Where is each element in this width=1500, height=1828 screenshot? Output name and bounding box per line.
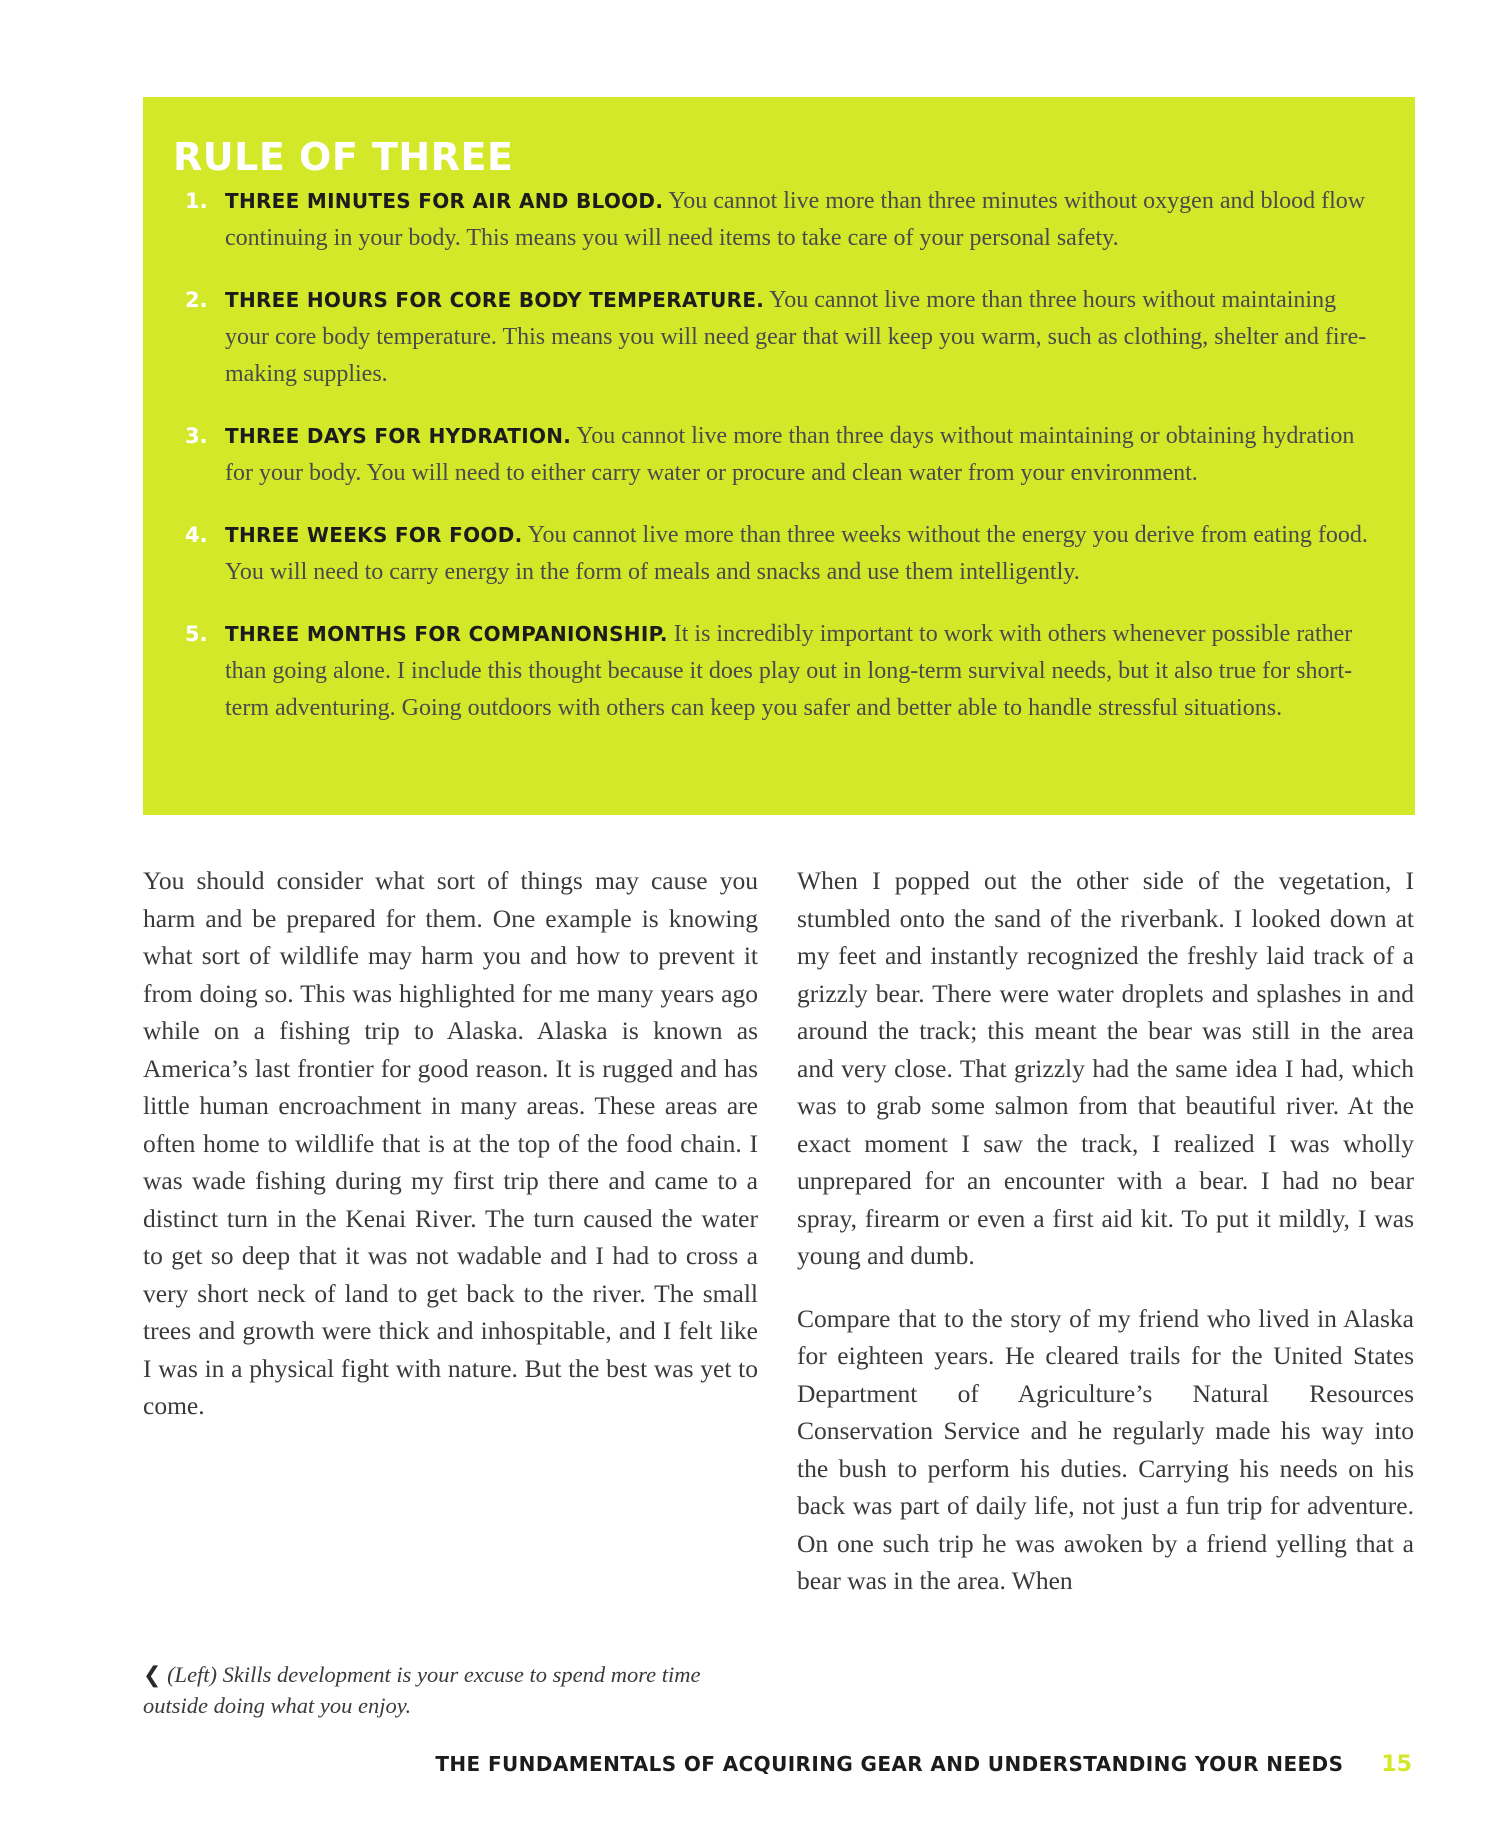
rule-item-number: 1. [185, 188, 208, 213]
body-column-right [797, 862, 1414, 1625]
body-paragraph: You should consider what sort of things may cause you harm and be prepared for them. One example is knowing what sort of wildlife may harm you and how to prevent it from doing so. This was highlighted for me many years ago while on a fishing trip to Alaska. Alaska is known as America’s last frontier for good reason. It is rugged and has little human encroachment in many areas. These areas are often home to wildlife that is at the top of the food chain. I was wade fishing during my first trip there and came to a distinct turn in the Kenai River. The turn caused the water to get so deep that it was not wadable and I had to cross a very short neck of land to get back to the river. The small trees and growth were thick and inhospitable, and I felt like I was in a physical fight with nature. But the best was yet to come. [143, 866, 758, 1420]
rule-item-number: 4. [185, 522, 208, 547]
caption-text: (Left) Skills development is your excuse to spend more time outside doing what you enjoy. [143, 1662, 701, 1718]
body-column-left [143, 862, 758, 1450]
rule-of-three-box [143, 97, 1415, 815]
rule-item-text: You cannot live more than three minutes without oxygen and blood flow continuing in your body. This means you will need items to take care of your personal safety. [225, 187, 1366, 251]
page-number: 15 [1381, 1752, 1412, 1777]
rule-item-text: It is incredibly important to work with others whenever possible rather than going alone. I include this thought because it does play out in long-term survival needs, but it also true for short-term adventuring. Going outdoors with others can keep you safer and better able to handle stressful situations. [225, 620, 1353, 721]
page-footer [435, 1752, 1412, 1777]
rule-item-food [173, 517, 1375, 591]
rule-item-heading: THREE DAYS FOR HYDRATION. [225, 423, 572, 448]
rule-item-number: 3. [185, 423, 208, 448]
rule-item-heading: THREE MONTHS FOR COMPANIONSHIP. [225, 621, 668, 646]
rule-item-text: You cannot live more than three hours without maintaining your core body temperature. This means you will need gear that will keep you warm, such as clothing, shelter and fire-making supplies. [225, 286, 1367, 387]
rule-item-heading: THREE HOURS FOR CORE BODY TEMPERATURE. [225, 287, 765, 312]
body-paragraph: When I popped out the other side of the vegetation, I stumbled onto the sand of the riverbank. I looked down at my feet and instantly recognized the freshly laid track of a grizzly bear. There were water droplets and splashes in and around the track; this meant the bear was still in the area and very close. That grizzly had the same idea I had, which was to grab some salmon from that beautiful river. At the exact moment I saw the track, I realized I was wholly unprepared for an encounter with a bear. I had no bear spray, firearm or even a first aid kit. To put it mildly, I was young and dumb. [797, 866, 1414, 1270]
rule-item-heading: THREE WEEKS FOR FOOD. [225, 522, 523, 547]
rule-item-number: 5. [185, 621, 208, 646]
rule-item-hydration [173, 418, 1375, 492]
rule-item-number: 2. [185, 287, 208, 312]
chapter-title: THE FUNDAMENTALS OF ACQUIRING GEAR AND UNDERSTANDING YOUR NEEDS [435, 1752, 1344, 1776]
rule-item-text: You cannot live more than three days without maintaining or obtaining hydration for your body. You will need to either carry water or procure and clean water from your environment. [225, 422, 1355, 486]
rule-item-companionship [173, 616, 1375, 727]
rule-of-three-title: RULE OF THREE [173, 135, 514, 179]
body-paragraph: Compare that to the story of my friend who lived in Alaska for eighteen years. He cleared trails for the United States Department of Agriculture’s Natural Resources Conservation Service and he regularly made his way into the bush to perform his duties. Carrying his needs on his back was part of daily life, not just a fun trip for adventure. On one such trip he was awoken by a friend yelling that a bear was in the area. When [797, 1303, 1414, 1595]
rule-of-three-list [173, 183, 1375, 727]
rule-item-temperature [173, 282, 1375, 393]
photo-caption [143, 1660, 763, 1721]
rule-item-heading: THREE MINUTES FOR AIR AND BLOOD. [225, 188, 664, 213]
left-arrow-icon: ❮ [143, 1663, 162, 1688]
rule-item-text: You cannot live more than three weeks without the energy you derive from eating food. You will need to carry energy in the form of meals and snacks and use them intelligently. [225, 521, 1368, 585]
rule-item-air [173, 183, 1375, 257]
